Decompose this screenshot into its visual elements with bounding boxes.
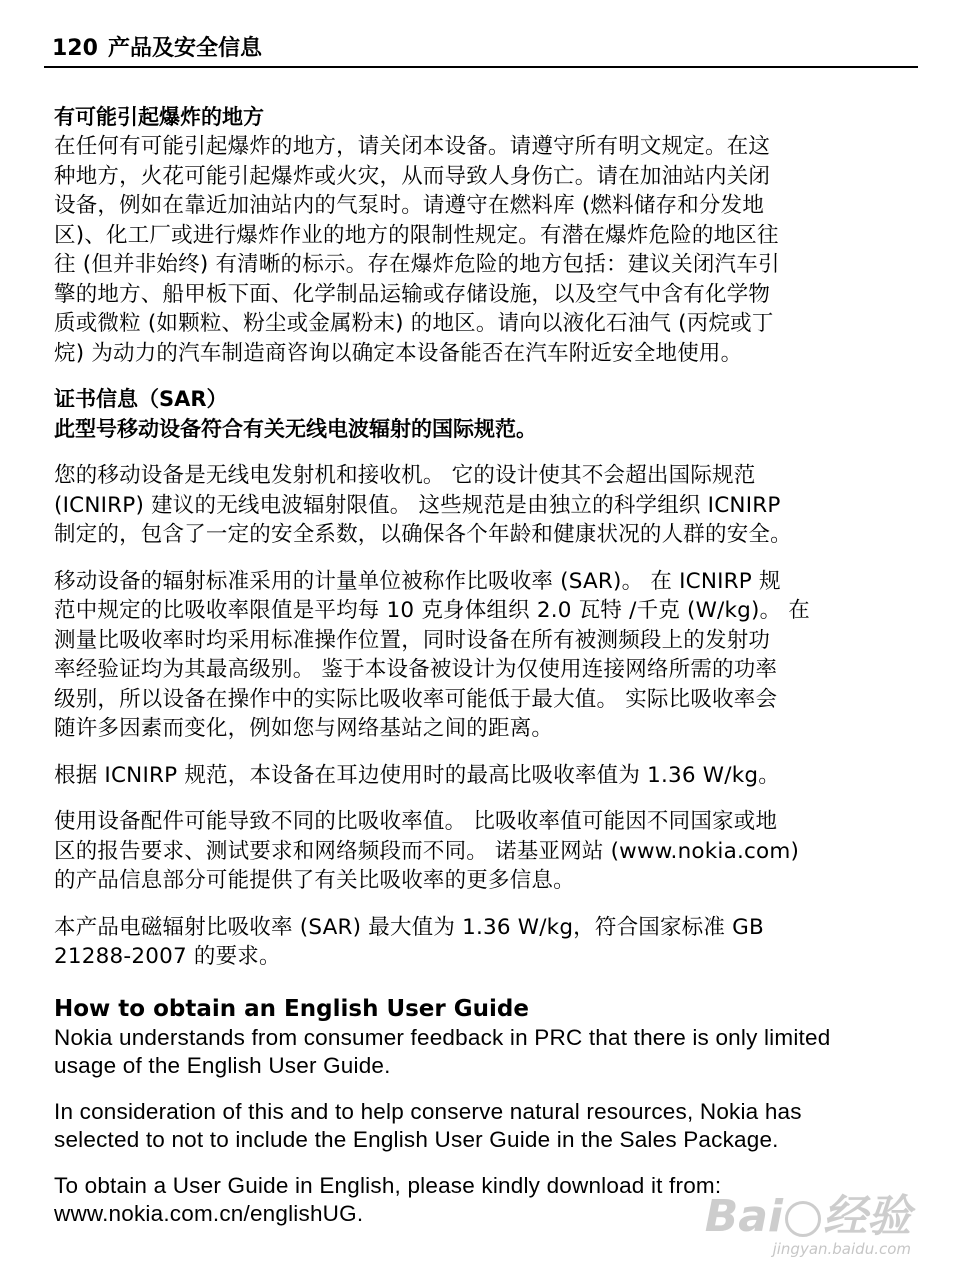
text-line: 您的移动设备是无线电发射机和接收机。 它的设计使其不会超出国际规范: [54, 463, 756, 488]
section-subheading: 此型号移动设备符合有关无线电波辐射的国际规范。: [54, 417, 537, 441]
watermark-url: jingyan.baidu.com: [772, 1240, 911, 1258]
text-line: (ICNIRP) 建议的无线电波辐射限值。 这些规范是由独立的科学组织 ICNIRP: [54, 492, 781, 518]
section-heading: 证书信息（SAR）: [54, 387, 228, 411]
chapter-title: 产品及安全信息: [108, 36, 263, 61]
watermark: [704, 1191, 911, 1258]
text-line: 21288-2007 的要求。: [54, 944, 281, 969]
page-content: [54, 102, 914, 1229]
text-line: 率经验证均为其最高级别。 鉴于本设备被设计为仅使用连接网络所需的功率: [54, 657, 778, 682]
paragraph: [54, 761, 914, 791]
text-line: In consideration of this and to help conserve natural resources, Nokia has: [54, 1098, 802, 1124]
paragraph: [54, 461, 914, 550]
text-line: 往 (但并非始终) 有清晰的标示。存在爆炸危险的地方包括：建议关闭汽车引: [54, 252, 780, 277]
paragraph: [54, 567, 914, 744]
text-line: 使用设备配件可能导致不同的比吸收率值。 比吸收率值可能因不同国家或地: [54, 809, 778, 834]
text-line: 本产品电磁辐射比吸收率 (SAR) 最大值为 1.36 W/kg，符合国家标准 GB: [54, 914, 764, 940]
paragraph: [54, 1098, 914, 1155]
text-line: 设备，例如在靠近加油站内的气泵时。请遵守在燃料库 (燃料储存和分发地: [54, 193, 765, 218]
paragraph: [54, 1024, 914, 1081]
explosion-section: [54, 102, 914, 368]
logo-text-left: Bai: [704, 1191, 783, 1242]
baidu-logo: [704, 1191, 911, 1242]
text-line: selected to not to include the English User Guide in the Sales Package.: [54, 1127, 779, 1152]
paw-icon: [785, 1201, 821, 1237]
section-heading: How to obtain an English User Guide: [54, 995, 529, 1022]
text-line: usage of the English User Guide.: [54, 1053, 391, 1078]
text-line: 范中规定的比吸收率限值是平均每 10 克身体组织 2.0 瓦特 /千克 (W/kg)。 在: [54, 598, 811, 623]
section-heading: 有可能引起爆炸的地方: [54, 105, 264, 129]
text-line: Nokia understands from consumer feedback in PRC that there is only limited: [54, 1024, 831, 1050]
download-link[interactable]: www.nokia.com.cn/englishUG.: [54, 1201, 364, 1226]
text-line: 制定的，包含了一定的安全系数，以确保各个年龄和健康状况的人群的安全。: [54, 522, 792, 547]
page-number: 120: [52, 36, 98, 61]
text-line: 区的报告要求、测试要求和网络频段而不同。 诺基亚网站 (www.nokia.com): [54, 838, 800, 864]
text-line: 级别，所以设备在操作中的实际比吸收率可能低于最大值。 实际比吸收率会: [54, 686, 778, 712]
text-line: 擎的地方、船甲板下面、化学制品运输或存储设施，以及空气中含有化学物: [54, 281, 771, 307]
text-line: 在任何有可能引起爆炸的地方，请关闭本设备。请遵守所有明文规定。在这: [54, 134, 771, 159]
text-line: 根据 ICNIRP 规范，本设备在耳边使用时的最高比吸收率值为 1.36 W/kg。: [54, 762, 780, 788]
text-line: 烷) 为动力的汽车制造商咨询以确定本设备能否在汽车附近安全地使用。: [54, 340, 743, 366]
text-line: 种地方，火花可能引起爆炸或火灾，从而导致人身伤亡。请在加油站内关闭: [54, 163, 771, 189]
text-line: 随许多因素而变化，例如您与网络基站之间的距离。: [54, 716, 554, 741]
text-line: 测量比吸收率时均采用标准操作位置，同时设备在所有被测频段上的发射功: [54, 627, 771, 653]
paragraph: [54, 807, 914, 896]
page-header: [44, 32, 918, 68]
text-line: 质或微粒 (如颗粒、粉尘或金属粉末) 的地区。请向以液化石油气 (丙烷或丁: [54, 311, 774, 336]
text-line: 移动设备的辐射标准采用的计量单位被称作比吸收率 (SAR)。 在 ICNIRP 规: [54, 568, 781, 594]
paragraph: [54, 913, 914, 972]
text-line: 的产品信息部分可能提供了有关比吸收率的更多信息。: [54, 868, 575, 893]
text-line: 区)、化工厂或进行爆炸作业的地方的限制性规定。有潜在爆炸危险的地区往: [54, 222, 779, 248]
paragraph: [54, 132, 914, 368]
sar-section: [54, 384, 914, 972]
text-line: To obtain a User Guide in English, please kindly download it from:: [54, 1172, 722, 1198]
logo-text-right: 经验: [823, 1191, 911, 1242]
